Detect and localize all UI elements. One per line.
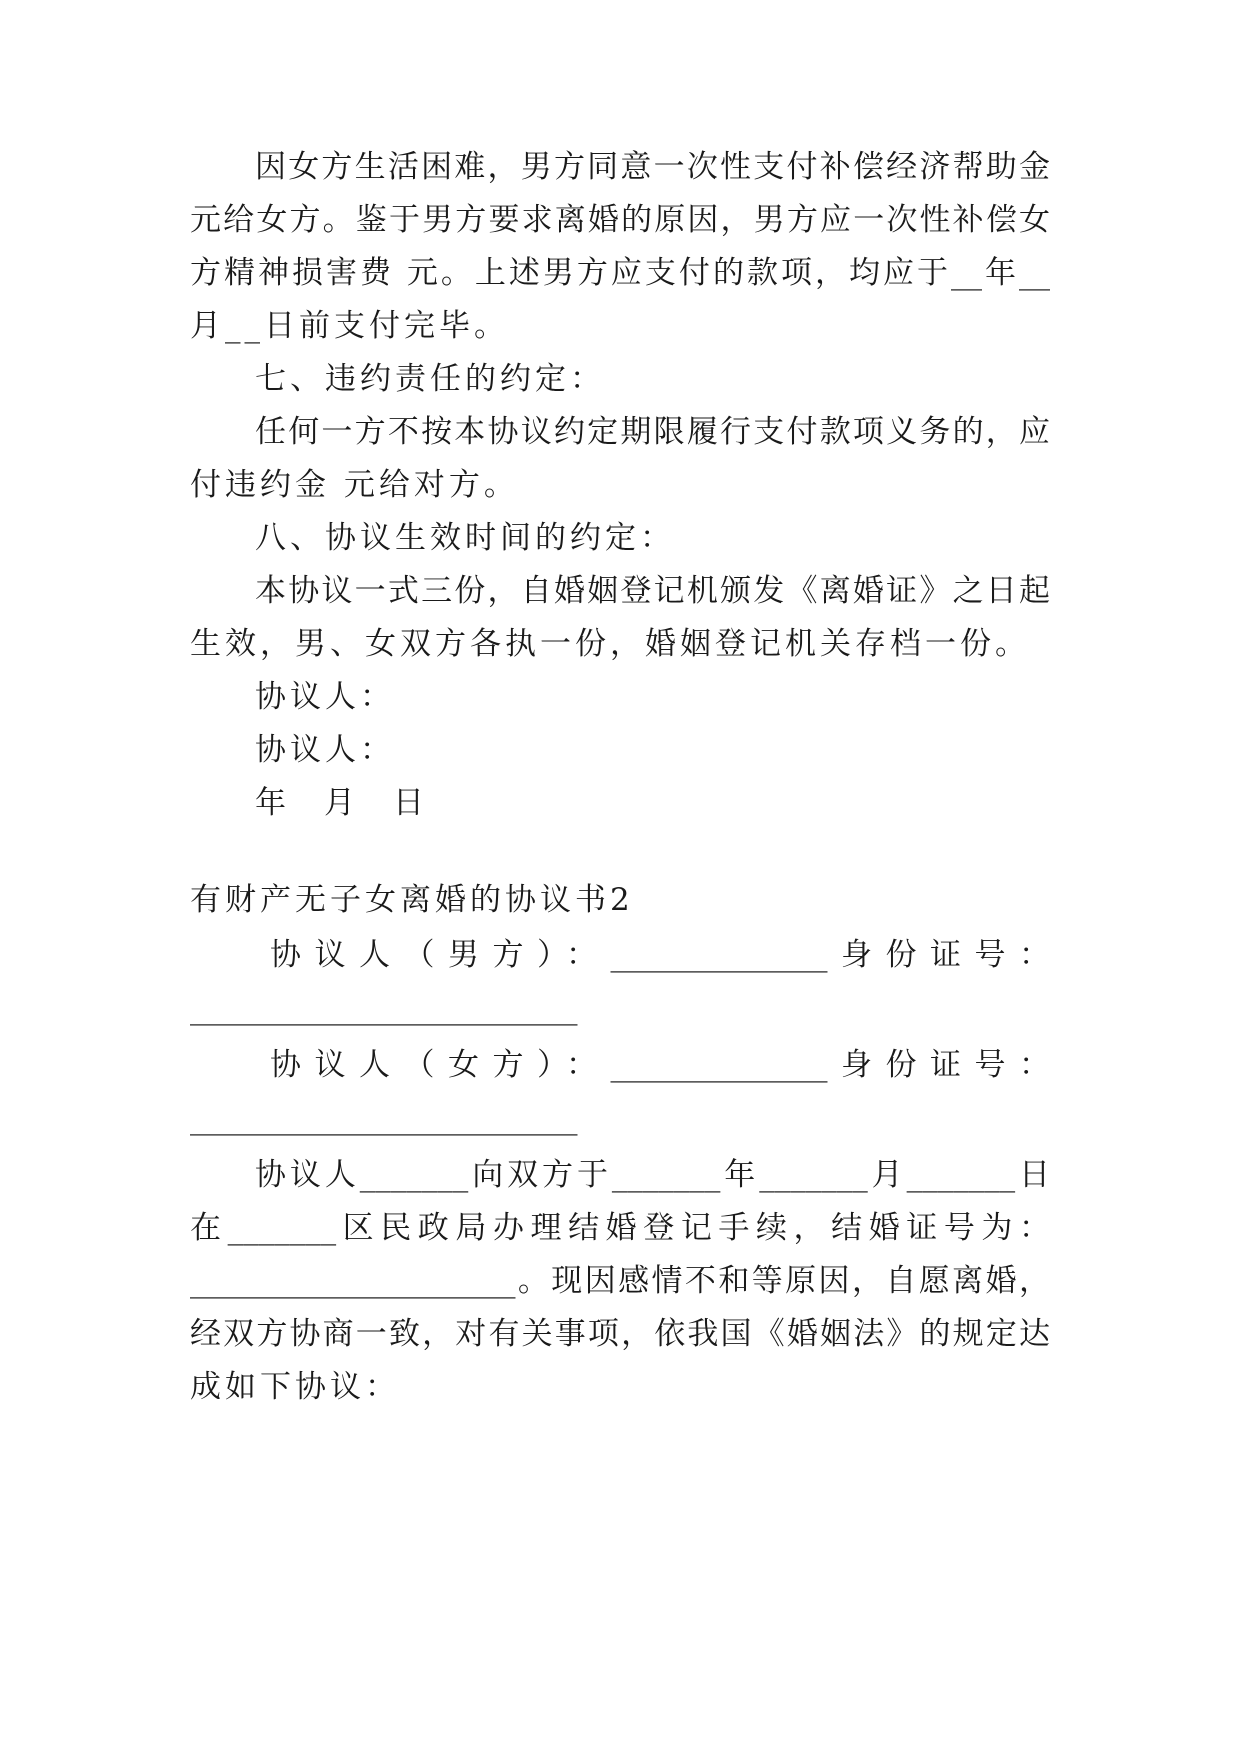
signature-party-2: 协议人： <box>255 732 395 768</box>
party-female-id-blank: _________________________ <box>190 1100 578 1136</box>
date-day: 日 <box>393 785 428 821</box>
signature-date <box>255 783 1050 823</box>
compensation-paragraph-line-2: 元给女方。鉴于男方要求离婚的原因，男方应一次性补偿女 <box>190 202 1050 238</box>
intro-paragraph-line-2: 在_______区民政局办理结婚登记手续，结婚证号为： <box>190 1210 1050 1246</box>
effective-paragraph-line-2: 生效，男、女双方各执一份，婚姻登记机关存档一份。 <box>190 626 1030 662</box>
intro-paragraph-line-4: 经双方协商一致，对有关事项，依我国《婚姻法》的规定达 <box>190 1316 1050 1352</box>
intro-paragraph-line-1: 协议人_______向双方于_______年_______月_______日 <box>255 1157 1050 1193</box>
signature-party-1: 协议人： <box>255 679 395 715</box>
date-month: 月 <box>324 785 359 821</box>
party-male-line: 协议人（男方）：______________身份证号： <box>270 937 1050 973</box>
breach-paragraph-line-2: 付违约金 元给对方。 <box>190 467 519 503</box>
compensation-paragraph-line-3: 方精神损害费 元。上述男方应支付的款项，均应于__年__ <box>190 255 1050 291</box>
intro-paragraph-line-5: 成如下协议： <box>190 1369 400 1405</box>
breach-paragraph-line-1: 任何一方不按本协议约定期限履行支付款项义务的，应 <box>255 414 1050 450</box>
effective-heading: 八、协议生效时间的约定： <box>255 520 675 556</box>
compensation-paragraph-line-4: 月__日前支付完毕。 <box>190 308 509 344</box>
party-male-id-blank: _________________________ <box>190 990 578 1026</box>
date-year: 年 <box>255 785 290 821</box>
party-female-line: 协议人（女方）：______________身份证号： <box>270 1047 1050 1083</box>
effective-paragraph-line-1: 本协议一式三份，自婚姻登记机颁发《离婚证》之日起 <box>255 573 1050 609</box>
intro-paragraph-line-3: _____________________。现因感情不和等原因，自愿离婚， <box>190 1263 1050 1299</box>
section-title: 有财产无子女离婚的协议书2 <box>190 882 634 918</box>
breach-heading: 七、违约责任的约定： <box>255 361 605 397</box>
compensation-paragraph-line-1: 因女方生活困难，男方同意一次性支付补偿经济帮助金 <box>255 149 1050 185</box>
